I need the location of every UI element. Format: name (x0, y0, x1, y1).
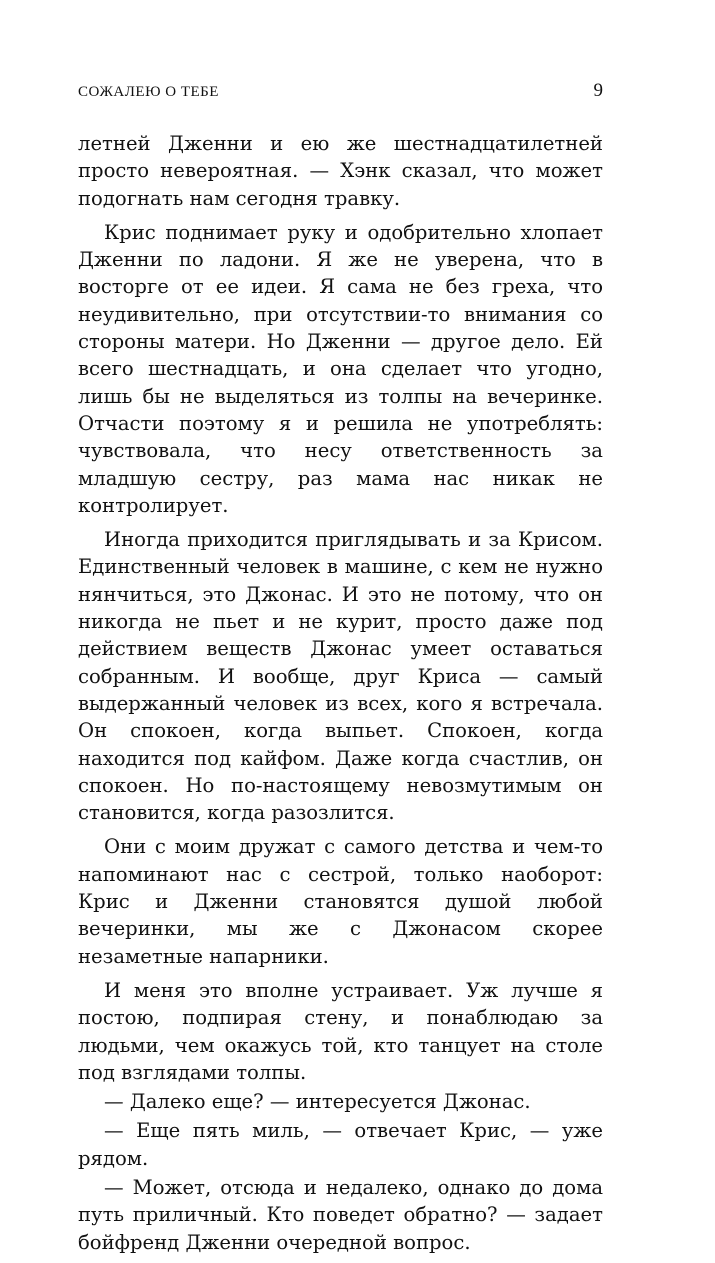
paragraph-2: Крис поднимает руку и одобрительно хлопает Дженни по ладони. Я же не уверена, что в восторге от ее идеи. Я сама не без греха, что неудивительно, при отсутствии-то внимания со стороны матери. Но Дженни — другое дело. Ей всего шестнадцать, и она сделает что угодно, лишь бы не выделяться из толпы на вечеринке. Отчасти поэтому я и решила не употреблять: чувствовала, что несу ответственность за младшую сестру, раз мама нас никак не контролирует. (78, 220, 603, 517)
dialogue-line-1: — Далеко еще? — интересуется Джонас. (104, 1090, 531, 1114)
page-number: 9 (593, 80, 603, 101)
paragraph-5: И меня это вполне устраивает. Уж лучше я постою, подпирая стену, и понаблюдаю за людьми, чем окажусь той, кто танцует на столе под взглядами толпы. (78, 978, 603, 1084)
paragraph-1: летней Дженни и ею же шестнадцатилетней просто невероятная. — Хэнк сказал, что может подогнать нам сегодня травку. (78, 132, 603, 210)
running-title: СОЖАЛЕЮ О ТЕБЕ (78, 84, 219, 100)
body-text (78, 130, 603, 1263)
dialogue-line-3: — Может, отсюда и недалеко, однако до дома путь приличный. Кто поведет обратно? — задает бойфренд Дженни очередной вопрос. (78, 1175, 603, 1254)
paragraph-3: Иногда приходится приглядывать и за Крисом. Единственный человек в машине, с кем не нужно нянчиться, это Джонас. И это не потому, что он никогда не пьет и не курит, просто даже под действием веществ Джонас умеет оставаться собранным. И вообще, друг Криса — самый выдержанный человек из всех, кого я встречала. Он спокоен, когда выпьет. Спокоен, когда находится под кайфом. Даже когда счастлив, он спокоен. Но по-настоящему невозмутимым он становится, когда разозлится. (78, 528, 603, 825)
dialogue-line-2: — Еще пять миль, — отвечает Крис, — уже рядом. (78, 1119, 603, 1170)
paragraph-4: Они с моим дружат с самого детства и чем-то напоминают нас с сестрой, только наоборот: Крис и Дженни становятся душой любой вечеринки, мы же с Джонасом скорее незаметные напарники. (78, 835, 603, 968)
